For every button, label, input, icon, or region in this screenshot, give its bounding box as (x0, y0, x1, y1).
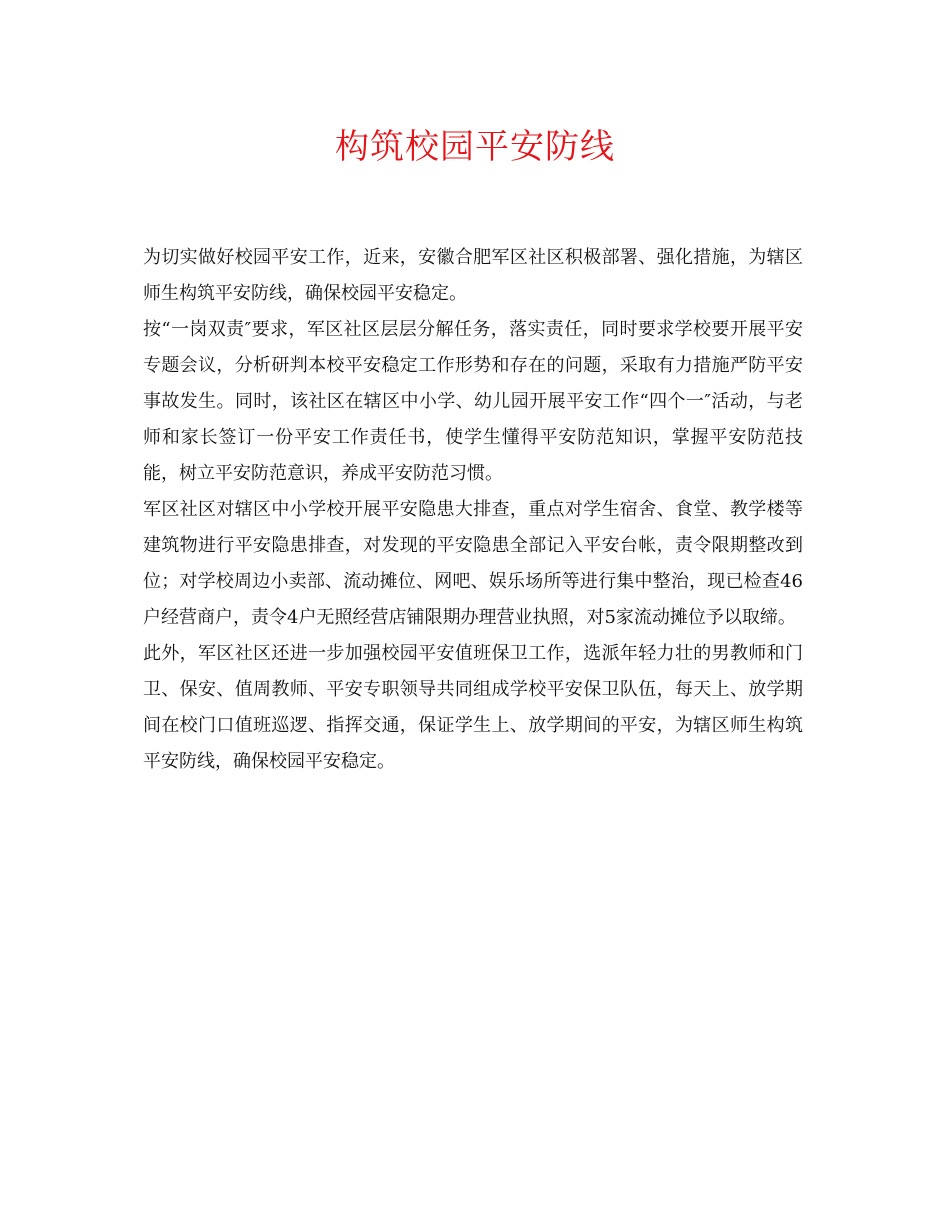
paragraph-inspection: 军区社区对辖区中小学校开展平安隐患大排查，重点对学生宿舍、食堂、教学楼等建筑物进行平安隐患排查，对发现的平安隐患全部记入平安台帐，责令限期整改到位；对学校周边小卖部、流动摊位、网吧、娱乐场所等进行集中整治，现已检查46户经营商户，责令4户无照经营店铺限期办理营业执照，对5家流动摊位予以取缔。 (143, 499, 803, 628)
paragraph-patrol: 此外，军区社区还进一步加强校园平安值班保卫工作，选派年轻力壮的男教师和门卫、保安、值周教师、平安专职领导共同组成学校平安保卫队伍，每天上、放学期间在校门口值班巡逻、指挥交通，保证学生上、放学期间的平安，为辖区师生构筑平安防线，确保校园平安稳定。 (143, 643, 803, 772)
document-title: 构筑校园平安防线 (335, 127, 615, 167)
document-body (143, 240, 803, 780)
paragraph-intro: 为切实做好校园平安工作，近来，安徽合肥军区社区积极部署、强化措施，为辖区师生构筑平安防线，确保校园平安稳定。 (143, 247, 803, 304)
paragraph-responsibility: 按“一岗双责″要求，军区社区层层分解任务，落实责任，同时要求学校要开展平安专题会议，分析研判本校平安稳定工作形势和存在的问题，采取有力措施严防平安事故发生。同时，该社区在辖区中小学、幼儿园开展平安工作“四个一″活动，与老师和家长签订一份平安工作责任书，使学生懂得平安防范知识，掌握平安防范技能，树立平安防范意识，养成平安防范习惯。 (143, 319, 803, 484)
